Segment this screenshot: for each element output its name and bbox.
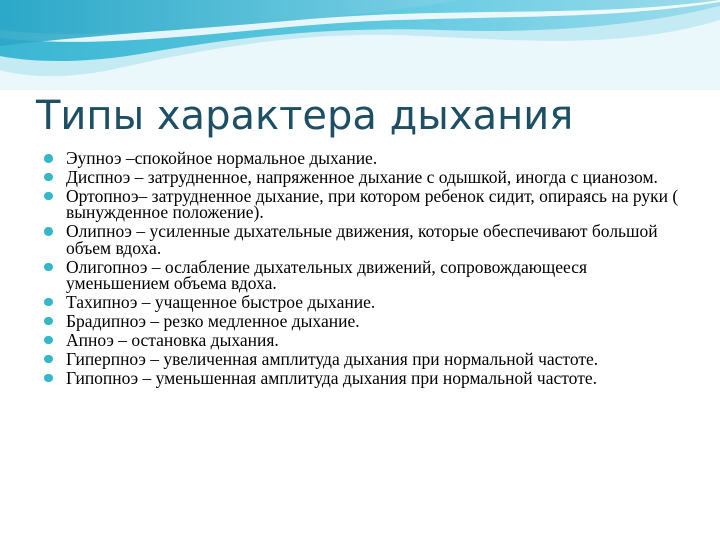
list-item-text: Эупноэ –спокойное нормальное дыхание. [66, 148, 378, 168]
list-item [44, 166, 684, 187]
list-item [44, 348, 684, 369]
bullet-dot-icon [44, 227, 53, 236]
list-item [44, 291, 684, 312]
list-item [44, 185, 684, 223]
decorative-wave-band [0, 0, 720, 90]
bullet-dot-icon [44, 173, 53, 182]
list-item-text: Олипноэ – усиленные дыхательные движения, которые обеспечивают большой объем вдоха. [66, 221, 658, 258]
list-item [44, 150, 684, 167]
list-item [44, 310, 684, 331]
list-item-text: Гиперпноэ – увеличенная амплитуда дыхания при нормальной частоте. [66, 348, 599, 369]
list-item-text: Диспноэ – затрудненное, напряженное дыхание с одышкой, иногда с цианозом. [66, 166, 658, 187]
list-item [44, 223, 684, 256]
list-item [44, 329, 684, 350]
bullet-dot-icon [44, 336, 53, 345]
bullet-dot-icon [44, 374, 53, 383]
list-item [44, 256, 684, 294]
bullet-dot-icon [44, 263, 53, 272]
bullet-dot-icon [44, 192, 53, 201]
list-item-text: Ортопноэ– затрудненное дыхание, при котором ребенок сидит, опираясь на руки ( вынужденное положение). [66, 185, 679, 223]
list-item-text: Брадипноэ – резко медленное дыхание. [66, 310, 360, 331]
list-item-text: Апноэ – остановка дыхания. [66, 329, 279, 350]
list-item-text: Тахипноэ – учащенное быстрое дыхание. [66, 291, 376, 312]
bullet-dot-icon [44, 317, 53, 326]
slide-title: Типы характера дыхания [36, 93, 574, 139]
bullet-list [44, 150, 684, 388]
bullet-dot-icon [44, 298, 53, 307]
bullet-dot-icon [44, 355, 53, 364]
list-item-text: Олигопноэ – ослабление дыхательных движений, сопровождающееся уменьшением объема вдоха. [66, 256, 588, 294]
list-item-text: Гипопноэ – уменьшенная амплитуда дыхания при нормальной частоте. [66, 367, 597, 388]
bullet-dot-icon [44, 154, 53, 163]
list-item [44, 367, 684, 388]
